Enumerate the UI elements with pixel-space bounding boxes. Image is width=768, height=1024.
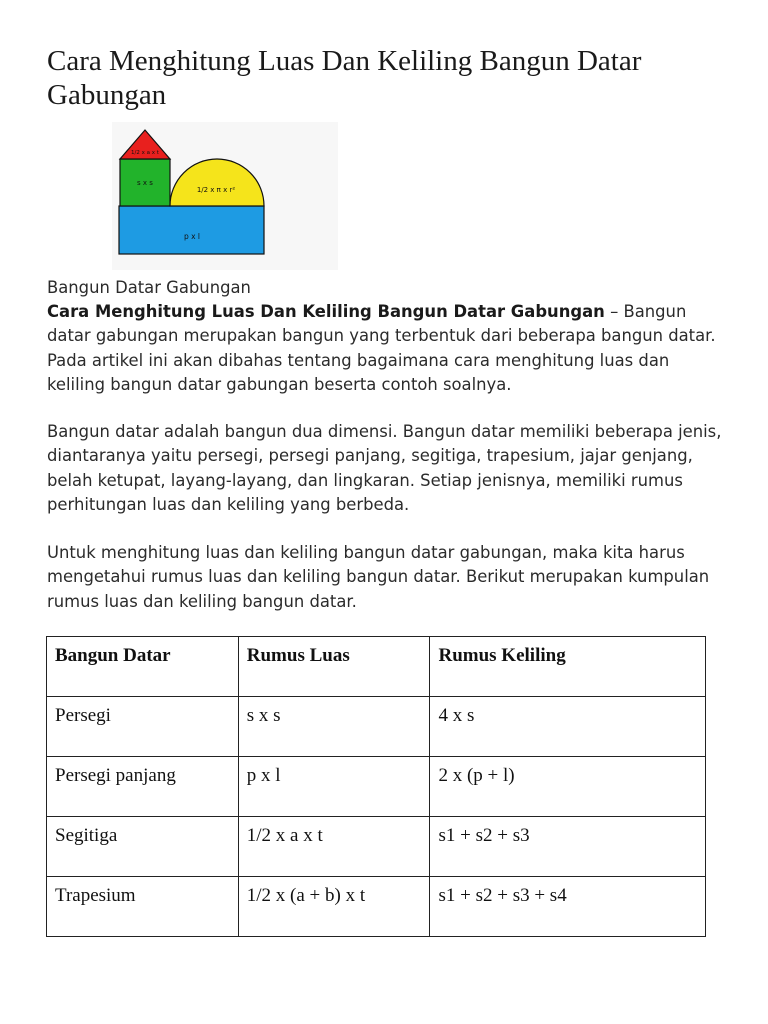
table-header-row bbox=[47, 637, 706, 697]
table-cell: 2 x (p + l) bbox=[430, 757, 706, 817]
square-label: s x s bbox=[137, 179, 153, 187]
table-cell: p x l bbox=[238, 757, 430, 817]
table-cell: Persegi panjang bbox=[47, 757, 239, 817]
semicircle-label: 1/2 x π x r² bbox=[196, 186, 236, 194]
page-title: Cara Menghitung Luas Dan Keliling Bangun Datar Gabungan bbox=[47, 45, 642, 111]
paragraph-2: Bangun datar adalah bangun dua dimensi. Bangun datar memiliki beberapa jenis, diantaranya yaitu persegi, persegi panjang, segitiga, trapesium, jajar genjang, belah ketupat, layang-layang, dan lingkaran. Setiap jenisnya, memiliki rumus perhitungan luas dan keliling yang berbeda. bbox=[47, 422, 722, 514]
composite-shape-diagram bbox=[112, 122, 338, 270]
rectangle-shape bbox=[119, 206, 264, 254]
table-row bbox=[47, 757, 706, 817]
table-cell: s1 + s2 + s3 bbox=[430, 817, 706, 877]
table-cell: Trapesium bbox=[47, 877, 239, 937]
intro-text: – Bangun datar gabungan merupakan bangun yang terbentuk dari beberapa bangun datar. Pada artikel ini akan dibahas tentang bagaimana cara menghitung luas dan keliling bangun datar gabungan beserta contoh soalnya. bbox=[47, 302, 716, 394]
table-cell: s1 + s2 + s3 + s4 bbox=[430, 877, 706, 937]
table-header-cell: Rumus Keliling bbox=[430, 637, 706, 697]
table-row bbox=[47, 697, 706, 757]
figure-caption: Bangun Datar Gabungan bbox=[47, 278, 251, 297]
table-cell: Persegi bbox=[47, 697, 239, 757]
intro-bold-title: Cara Menghitung Luas Dan Keliling Bangun Datar Gabungan bbox=[47, 302, 605, 321]
composite-shape-figure bbox=[112, 122, 338, 270]
table-header-cell: Bangun Datar bbox=[47, 637, 239, 697]
triangle-label: 1/2 x a x t bbox=[131, 150, 159, 156]
table-cell: 1/2 x a x t bbox=[238, 817, 430, 877]
rectangle-label: p x l bbox=[183, 232, 201, 241]
intro-paragraph bbox=[47, 300, 727, 397]
table-cell: Segitiga bbox=[47, 817, 239, 877]
table-cell: 1/2 x (a + b) x t bbox=[238, 877, 430, 937]
table-header-cell: Rumus Luas bbox=[238, 637, 430, 697]
table-row bbox=[47, 817, 706, 877]
formula-table bbox=[46, 636, 706, 937]
paragraph-3: Untuk menghitung luas dan keliling bangun datar gabungan, maka kita harus mengetahui rumus luas dan keliling bangun datar. Berikut merupakan kumpulan rumus luas dan keliling bangun datar. bbox=[47, 543, 710, 611]
table-cell: s x s bbox=[238, 697, 430, 757]
table-row bbox=[47, 877, 706, 937]
table-cell: 4 x s bbox=[430, 697, 706, 757]
